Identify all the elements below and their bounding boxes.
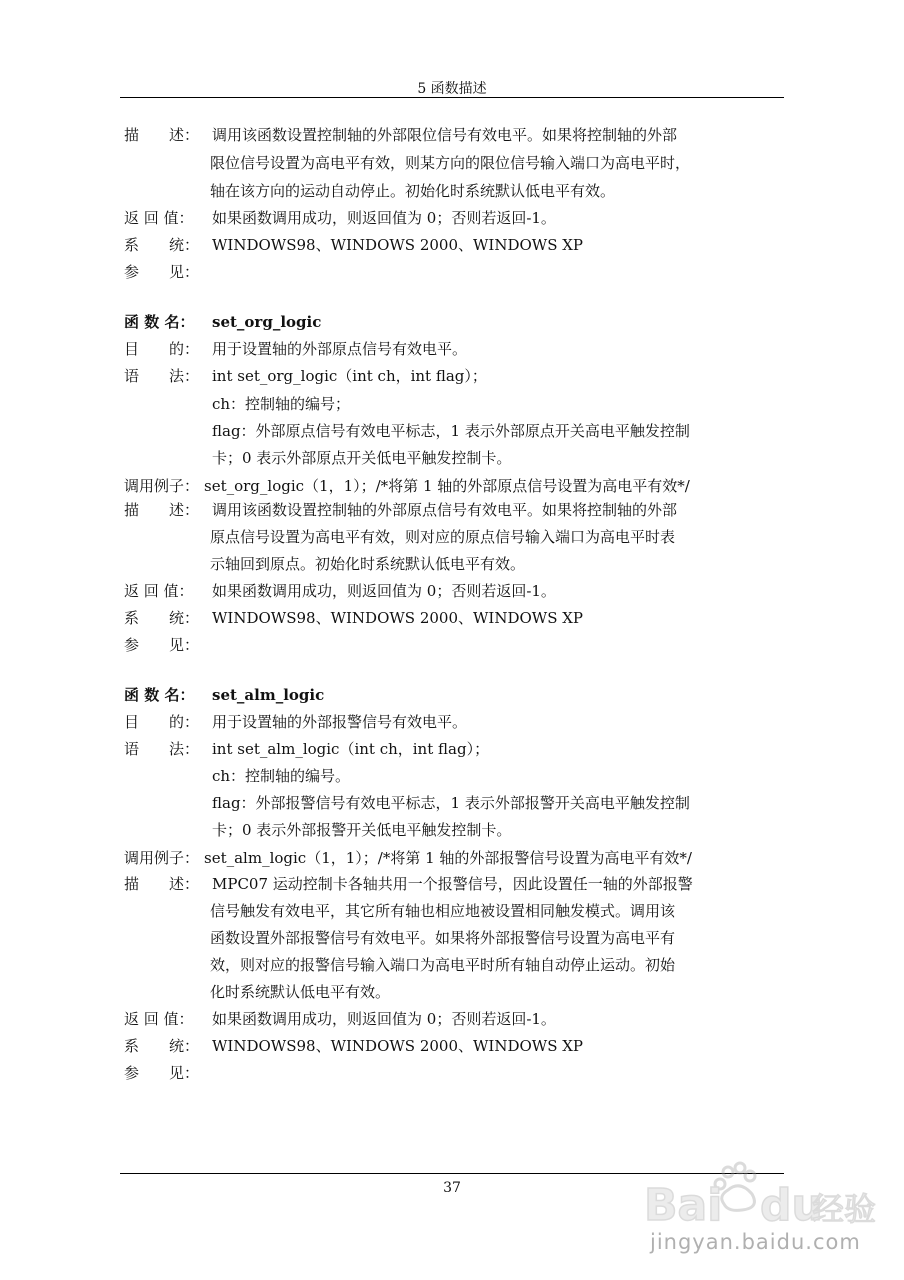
block0-sys bbox=[124, 232, 784, 259]
block2-ret bbox=[124, 1006, 784, 1033]
purpose-label: 目 的： bbox=[124, 340, 200, 358]
block0-desc bbox=[124, 122, 784, 149]
block2-desc-line-3: 函数设置外部报警信号有效电平。如果将外部报警信号设置为高电平有 bbox=[210, 929, 676, 947]
page-number: 37 bbox=[443, 1180, 461, 1196]
block0-sys-text: WINDOWS98、WINDOWS 2000、WINDOWS XP bbox=[212, 236, 584, 254]
block0-see bbox=[124, 259, 784, 286]
block2-sys-text: WINDOWS98、WINDOWS 2000、WINDOWS XP bbox=[212, 1037, 584, 1055]
block2-param-ch: ch：控制轴的编号。 bbox=[212, 767, 351, 785]
svg-text:du: du bbox=[760, 1180, 823, 1231]
block2-ret-text: 如果函数调用成功，则返回值为 0；否则若返回-1。 bbox=[212, 1010, 556, 1028]
ret-label: 返 回 值： bbox=[124, 582, 194, 600]
see-label: 参 见： bbox=[124, 636, 200, 654]
block2-desc-line-4: 效，则对应的报警信号输入端口为高电平时所有轴自动停止运动。初始 bbox=[210, 956, 676, 974]
block2-purpose-text: 用于设置轴的外部报警信号有效电平。 bbox=[212, 713, 468, 731]
block2-param-flag-1: flag：外部报警信号有效电平标志，1 表示外部报警开关高电平触发控制 bbox=[212, 794, 690, 812]
block1-example-text: set_org_logic（1，1）；/*将第 1 轴的外部原点信号设置为高电平有效*/ bbox=[204, 477, 690, 495]
block2-desc-line-1: MPC07 运动控制卡各轴共用一个报警信号，因此设置任一轴的外部报警 bbox=[212, 875, 693, 893]
fname-label: 函 数 名： bbox=[124, 313, 195, 331]
block1-desc-line-3: 示轴回到原点。初始化时系统默认低电平有效。 bbox=[210, 555, 526, 573]
block2-desc bbox=[124, 871, 784, 898]
block0-desc-line-2: 限位信号设置为高电平有效，则某方向的限位信号输入端口为高电平时， bbox=[210, 154, 691, 172]
see-label: 参 见： bbox=[124, 1064, 200, 1082]
block0-desc-line-3: 轴在该方向的运动自动停止。初始化时系统默认低电平有效。 bbox=[210, 182, 616, 200]
block1-see bbox=[124, 632, 784, 659]
block1-desc bbox=[124, 497, 784, 524]
syntax-label: 语 法： bbox=[124, 367, 200, 385]
header-rule bbox=[120, 97, 784, 98]
desc-label: 描 述： bbox=[124, 126, 200, 144]
block1-sys-text: WINDOWS98、WINDOWS 2000、WINDOWS XP bbox=[212, 609, 584, 627]
block2-syntax-text: int set_alm_logic（int ch，int flag）； bbox=[212, 740, 490, 758]
ret-label: 返 回 值： bbox=[124, 209, 194, 227]
sys-label: 系 统： bbox=[124, 609, 200, 627]
sys-label: 系 统： bbox=[124, 236, 200, 254]
block1-desc-line-2: 原点信号设置为高电平有效，则对应的原点信号输入端口为高电平时表 bbox=[210, 528, 676, 546]
block2-purpose bbox=[124, 709, 784, 736]
block2-example-text: set_alm_logic（1，1）；/*将第 1 轴的外部报警信号设置为高电平有效*/ bbox=[204, 849, 692, 867]
example-label: 调用例子： bbox=[124, 849, 200, 867]
block1-ret-text: 如果函数调用成功，则返回值为 0；否则若返回-1。 bbox=[212, 582, 556, 600]
block0-ret bbox=[124, 205, 784, 232]
block1-syntax-text: int set_org_logic（int ch，int flag）； bbox=[212, 367, 487, 385]
block1-purpose bbox=[124, 336, 784, 363]
sys-label: 系 统： bbox=[124, 1037, 200, 1055]
see-label: 参 见： bbox=[124, 263, 200, 281]
block1-sys bbox=[124, 605, 784, 632]
block2-example bbox=[124, 845, 784, 872]
watermark-url: jingyan.baidu.com bbox=[650, 1230, 861, 1254]
syntax-label: 语 法： bbox=[124, 740, 200, 758]
purpose-label: 目 的： bbox=[124, 713, 200, 731]
block1-param-flag-2: 卡；0 表示外部原点开关低电平触发控制卡。 bbox=[212, 449, 512, 467]
block1-desc-line-1: 调用该函数设置控制轴的外部原点信号有效电平。如果将控制轴的外部 bbox=[212, 501, 678, 519]
block1-syntax bbox=[124, 363, 784, 390]
block2-fname bbox=[124, 682, 784, 709]
block0-ret-text: 如果函数调用成功，则返回值为 0；否则若返回-1。 bbox=[212, 209, 556, 227]
desc-label: 描 述： bbox=[124, 501, 200, 519]
block2-fname-text: set_alm_logic bbox=[212, 686, 325, 704]
header-title: 5 函数描述 bbox=[417, 81, 487, 97]
block2-sys bbox=[124, 1033, 784, 1060]
block1-purpose-text: 用于设置轴的外部原点信号有效电平。 bbox=[212, 340, 468, 358]
ret-label: 返 回 值： bbox=[124, 1010, 194, 1028]
block1-ret bbox=[124, 578, 784, 605]
example-label: 调用例子： bbox=[124, 477, 200, 495]
block1-param-ch: ch：控制轴的编号； bbox=[212, 395, 351, 413]
block2-param-flag-2: 卡；0 表示外部报警开关低电平触发控制卡。 bbox=[212, 821, 512, 839]
block1-param-flag-1: flag：外部原点信号有效电平标志，1 表示外部原点开关高电平触发控制 bbox=[212, 422, 690, 440]
svg-text:经验: 经验 bbox=[812, 1190, 877, 1228]
block0-desc-line-1: 调用该函数设置控制轴的外部限位信号有效电平。如果将控制轴的外部 bbox=[212, 126, 678, 144]
block1-example bbox=[124, 473, 784, 500]
svg-text:Bai: Bai bbox=[644, 1180, 723, 1231]
block1-fname-text: set_org_logic bbox=[212, 313, 322, 331]
block2-see bbox=[124, 1060, 784, 1087]
fname-label: 函 数 名： bbox=[124, 686, 195, 704]
desc-label: 描 述： bbox=[124, 875, 200, 893]
block2-desc-line-5: 化时系统默认低电平有效。 bbox=[210, 983, 391, 1001]
block1-fname bbox=[124, 309, 784, 336]
block2-desc-line-2: 信号触发有效电平，其它所有轴也相应地被设置相同触发模式。调用该 bbox=[210, 902, 676, 920]
block2-syntax bbox=[124, 736, 784, 763]
